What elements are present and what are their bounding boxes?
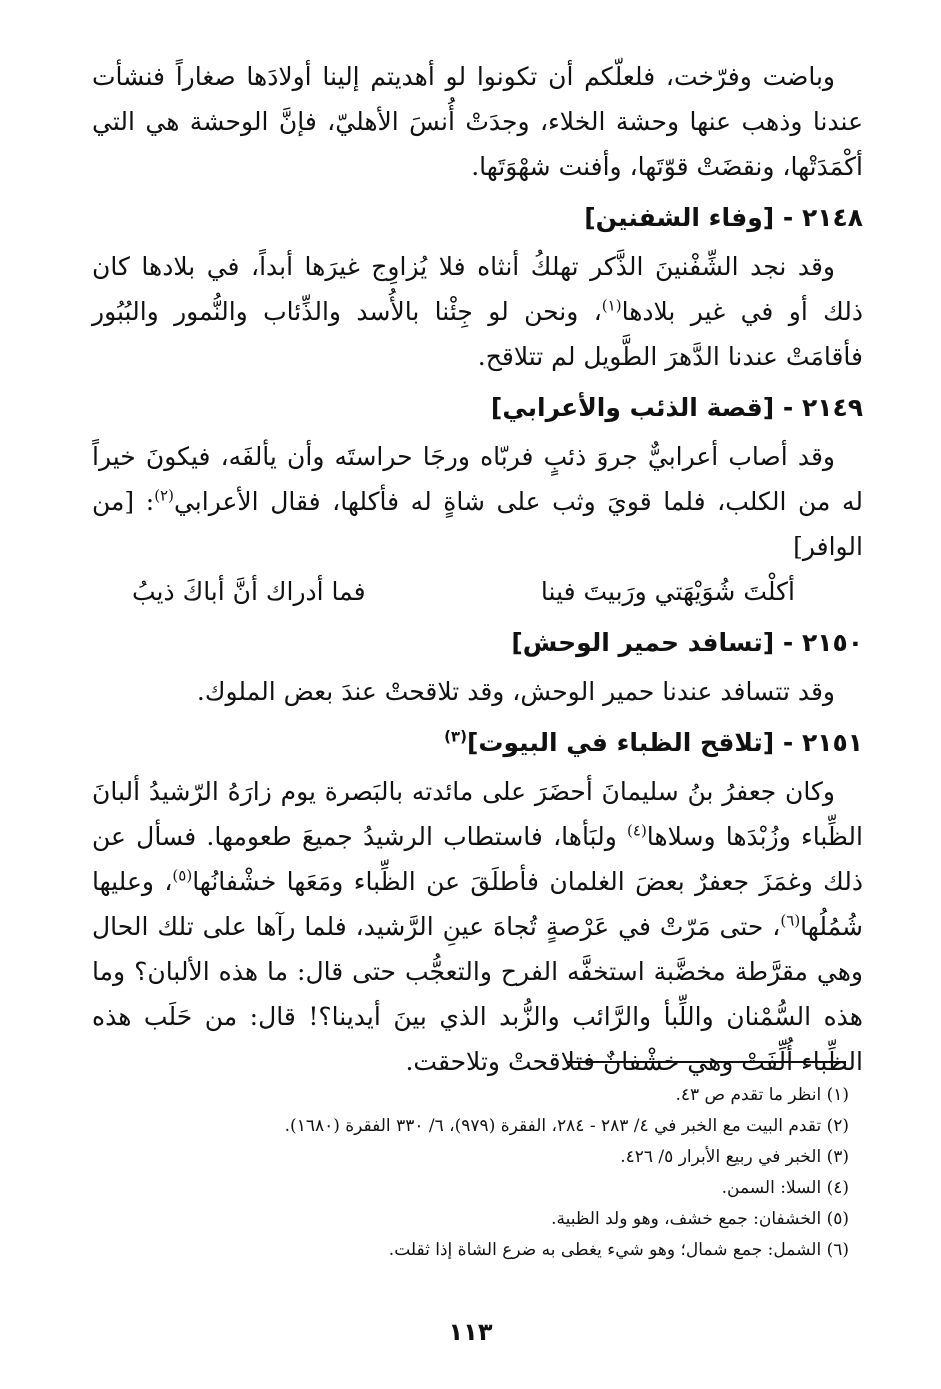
footnote-ref-1: (١) — [601, 296, 622, 315]
poetry-verse — [92, 569, 863, 614]
footnote-ref-2: (٢) — [154, 486, 174, 505]
verse-second-hemistich: فما أدراك أنَّ أباكَ ذيبُ — [132, 577, 366, 606]
paragraph-text: ولبَأها، فاستطاب الرشيدُ جميعَ طعومها. فسأل عن ذلك وغمَزَ جعفرٌ بعضَ الغلمان فأطلَقَ عن الظِّباء ومَعَها خشْفانُها — [92, 822, 864, 896]
section-heading-2151 — [92, 720, 863, 765]
heading-text: ٢١٥١ - [تلاقح الظباء في البيوت] — [466, 728, 863, 757]
paragraph-text: وكان جعفرُ بنُ سليمانَ أحضَرَ على مائدته بالبَصرة يوم زارَهُ الرّشيدُ ألبانَ الظِّباء وزُبْدَها وسلاها — [92, 777, 863, 851]
paragraph-text: وقد نجد الشِّفْنينَ الذَّكر تهلكُ أنثاه فلا يُزاوِج غيرَها أبداً، في بلادها كان ذلك أو في غير بلادها — [92, 252, 863, 326]
paragraph-text: ، وعليها شُمُلُها — [92, 867, 863, 941]
page-number: ١١٣ — [448, 1318, 493, 1346]
main-text — [92, 54, 863, 1084]
footnote-2: (٢) تقدم البيت مع الخبر في ٤/ ٢٨٣ - ٢٨٤، الفقرة (٩٧٩)، ٦/ ٣٣٠ الفقرة (١٦٨٠). — [284, 1116, 849, 1136]
footnote-ref-5: (٥) — [172, 866, 193, 885]
footnote-ref-4: (٤) — [627, 821, 647, 840]
paragraph-continuation: وباضت وفرّخت، فلعلّكم أن تكونوا لو أهديتم إلينا أولادَها صغاراً فنشأت عندنا وذهب عنها وحشة الخلاء، وجدَتْ أُنسَ الأهليّ، فإنَّ الوحشة هي التي أكْمَدَتْها، ونقضَتْ قوّتَها، وأفنت شهْوَتَها. — [92, 62, 863, 181]
paragraph-text: : [من الوافر] — [92, 487, 863, 561]
paragraph-2151 — [92, 769, 863, 1084]
footnote-6: (٦) الشمل: جمع شمال؛ وهو شيء يغطى به ضرع الشاة إذا ثقلت. — [388, 1240, 849, 1260]
section-heading-2150: ٢١٥٠ - [تسافد حمير الوحش] — [511, 628, 863, 657]
footnote-1: (١) انظر ما تقدم ص ٤٣. — [675, 1085, 849, 1105]
verse-first-hemistich: أكلْتَ شُوَيْهَتي ورَبيتَ فينا — [540, 577, 795, 606]
paragraph-text: ، ونحن لو جِئْنا بالأُسد والذِّئاب والنُّمور والبُبُور فأقامَتْ عندنا الدَّهرَ الطَّويل لم تتلاقح. — [92, 297, 863, 371]
paragraph-2150: وقد تتسافد عندنا حمير الوحش، وقد تلاقحتْ عندَ بعض الملوك. — [196, 677, 835, 706]
paragraph-text: وقد أصاب أعرابيٌّ جروَ ذئبٍ فربّاه ورجَا حراستَه وأن يألفَه، فيكونَ خيراً له من الكلب، فلما قويَ وثب على شاةٍ له فأكلها، فقال الأعرابي — [92, 442, 864, 516]
paragraph-text: ، حتى مَرّتْ في عَرْصةٍ تُجاهَ عينِ الرَّشيد، فلما رآها على تلك الحال وهي مقرَّطة مخضَّبة استخفَّه الفرح والتعجُّب حتى قال: ما هذه الألبان؟ وما هذه السُّمْنان واللِّبأ والرَّائب والزُّبد الذي بينَ أيدينا؟! قال: من حَلَب هذه الظِّباء أُلِّفَتْ وهي خشْفانٌ فتلاقحتْ وتلاحقت. — [92, 912, 863, 1076]
footnote-separator — [566, 1061, 846, 1063]
footnote-3: (٣) الخبر في ربيع الأبرار ٥/ ٤٢٦. — [620, 1147, 849, 1167]
section-heading-2148: ٢١٤٨ - [وفاء الشفنين] — [584, 203, 863, 232]
section-heading-2149: ٢١٤٩ - [قصة الذئب والأعرابي] — [490, 393, 863, 422]
footnote-5: (٥) الخشفان: جمع خشف، وهو ولد الظبية. — [551, 1209, 849, 1229]
paragraph-2148 — [92, 244, 863, 379]
paragraph-2149 — [92, 434, 863, 569]
footnote-4: (٤) السلا: السمن. — [721, 1178, 849, 1198]
footnotes — [92, 1080, 849, 1266]
footnote-ref-3: (٣) — [444, 727, 467, 746]
footnote-ref-6: (٦) — [780, 911, 801, 930]
